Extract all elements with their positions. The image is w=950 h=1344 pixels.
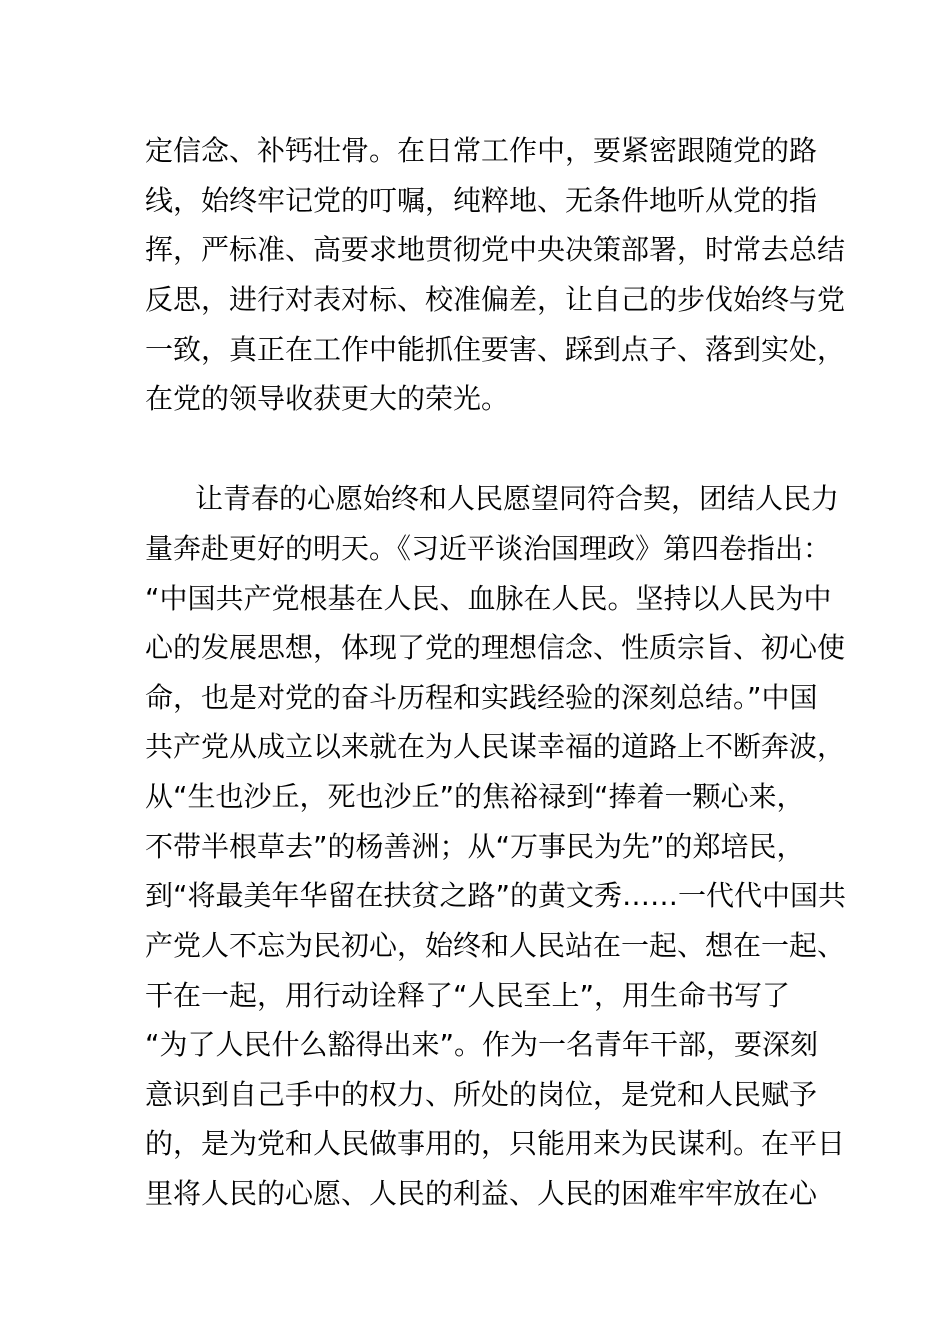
paragraph-2-line-11: 干在一起，用行动诠释了“人民至上”，用生命书写了 <box>145 979 791 1012</box>
paragraph-1-line-6: 在党的领导收获更大的荣光。 <box>145 382 510 415</box>
paragraph-1-line-3: 挥，严标准、高要求地贯彻党中央决策部署，时常去总结 <box>145 233 846 266</box>
paragraph-2-line-4: 心的发展思想，体现了党的理想信念、性质宗旨、初心使 <box>145 631 846 664</box>
paragraph-2-line-9: 到“将最美年华留在扶贫之路”的黄文秀……一代代中国共 <box>145 879 847 912</box>
paragraph-2-line-8: 不带半根草去”的杨善洲；从“万事民为先”的郑培民， <box>145 830 805 863</box>
paragraph-2-line-2: 量奔赴更好的明天。《习近平谈治国理政》第四卷指出： <box>145 532 832 565</box>
paragraph-2-line-12: “为了人民什么豁得出来”。作为一名青年干部，要深刻 <box>145 1028 819 1061</box>
paragraph-2-line-14: 的，是为党和人民做事用的，只能用来为民谋利。在平日 <box>145 1127 846 1160</box>
paragraph-2-line-1: 让青春的心愿始终和人民愿望同符合契，团结人民力 <box>195 482 840 515</box>
paragraph-1-line-4: 反思，进行对表对标、校准偏差，让自己的步伐始终与党 <box>145 283 846 316</box>
paragraph-1-line-2: 线，始终牢记党的叮嘱，纯粹地、无条件地听从党的指 <box>145 184 818 217</box>
paragraph-2-line-3: “中国共产党根基在人民、血脉在人民。坚持以人民为中 <box>145 582 832 615</box>
paragraph-2-line-7: 从“生也沙丘，死也沙丘”的焦裕禄到“捧着一颗心来， <box>145 780 805 813</box>
paragraph-2-line-6: 共产党从成立以来就在为人民谋幸福的道路上不断奔波， <box>145 730 846 763</box>
paragraph-2-line-13: 意识到自己手中的权力、所处的岗位，是党和人民赋予 <box>145 1078 818 1111</box>
paragraph-2-line-10: 产党人不忘为民初心，始终和人民站在一起、想在一起、 <box>145 929 846 962</box>
paragraph-1-line-5: 一致，真正在工作中能抓住要害、踩到点子、落到实处， <box>145 333 846 366</box>
paragraph-2-line-15: 里将人民的心愿、人民的利益、人民的困难牢牢放在心 <box>145 1177 818 1210</box>
paragraph-1-line-1: 定信念、补钙壮骨。在日常工作中，要紧密跟随党的路 <box>145 134 818 167</box>
paragraph-2-line-5: 命，也是对党的奋斗历程和实践经验的深刻总结。”中国 <box>145 681 818 714</box>
